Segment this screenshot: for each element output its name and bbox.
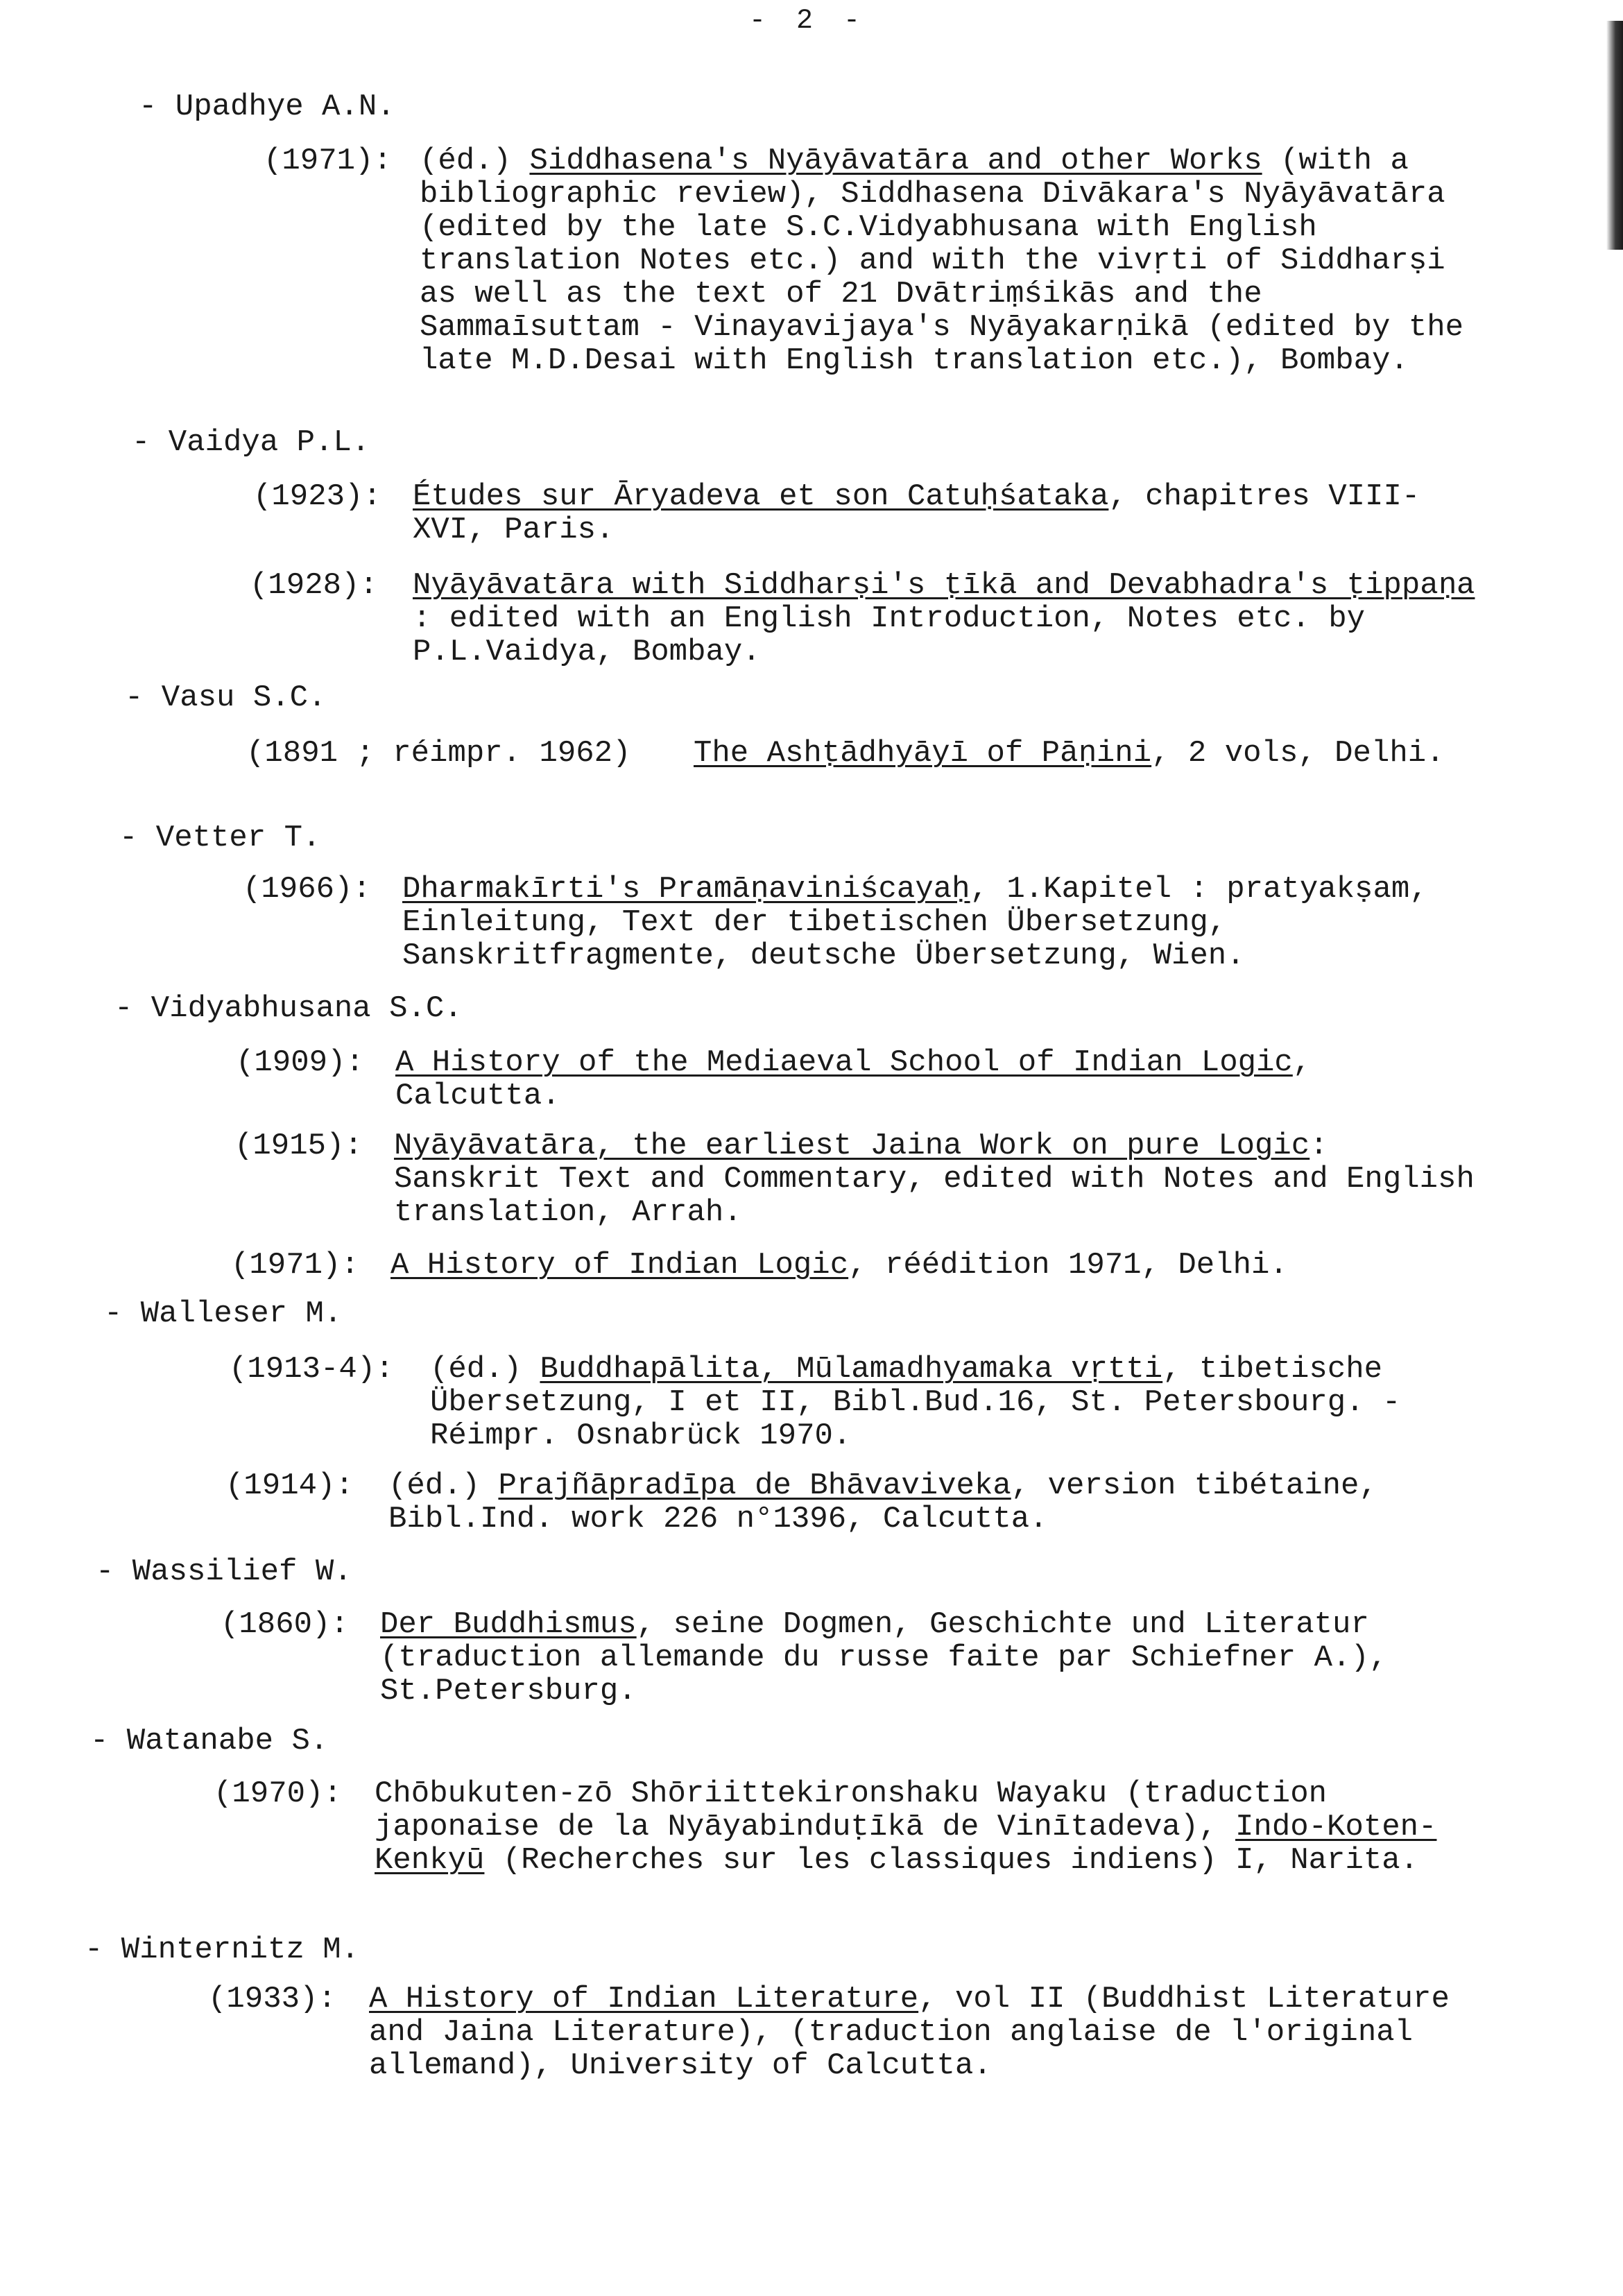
entry-rest: , 1.Kapitel : pratyakṣam, Einleitung, Text der tibetischen Übersetzung, Sanskritfragmente, deutsche Übersetzung, Wien.	[402, 872, 1428, 973]
author-winternitz: - Winternitz M.	[85, 1933, 360, 1967]
entry-text	[394, 1129, 1476, 1229]
author-vidyabhusana: - Vidyabhusana S.C.	[114, 991, 463, 1026]
entry-rest: , version tibétaine, Bibl.Ind. work 226 n°1396, Calcutta.	[388, 1468, 1377, 1536]
entry-rest: , tibetische Übersetzung, I et II, Bibl.Bud.16, St. Petersbourg. - Réimpr. Osnabrück 1970.	[430, 1352, 1401, 1453]
entry-title: Buddhapālita, Mūlamadhyamaka vṛtti	[540, 1352, 1163, 1387]
entry-rest: , 2 vols, Delhi.	[1151, 736, 1445, 771]
entry-text	[694, 737, 1477, 770]
entry-year: (1923):	[253, 479, 381, 514]
entry-pre: (éd.)	[430, 1352, 540, 1387]
author-vetter: - Vetter T.	[119, 821, 321, 855]
entry-title: Nyāyāvatāra, the earliest Jaina Work on pure Logic	[394, 1129, 1310, 1163]
entry-year: (1970):	[214, 1776, 342, 1811]
entry-text	[413, 569, 1481, 669]
author-walleser: - Walleser M.	[104, 1296, 343, 1331]
entry-pre: (éd.)	[388, 1468, 499, 1503]
entry-title: A History of the Mediaeval School of Indian Logic	[395, 1045, 1293, 1080]
entry-year: (1933):	[208, 1982, 336, 2016]
entry-year: (1891 ; réimpr. 1962)	[246, 736, 631, 771]
entry-text	[390, 1249, 1459, 1282]
entry-title: Dharmakīrti's Pramāṇaviniścayaḥ	[402, 872, 970, 907]
entry-year: (1966):	[243, 872, 371, 907]
page-number: - 2 -	[749, 6, 868, 37]
entry-text	[395, 1046, 1463, 1113]
entry-year: (1971):	[264, 144, 392, 178]
entry-year: (1914):	[225, 1468, 354, 1503]
author-wassilief: - Wassilief W.	[96, 1554, 352, 1589]
entry-title: Études sur Āryadeva et son Catuḥśataka	[413, 479, 1109, 514]
author-vasu: - Vasu S.C.	[125, 680, 327, 715]
entry-pre: Chōbukuten-zō Shōriittekironshaku Wayaku (traduction japonaise de la Nyāyabinduṭīkā de Vinītadeva),	[375, 1776, 1328, 1844]
entry-text	[430, 1353, 1470, 1453]
entry-title: Der Buddhismus	[380, 1607, 637, 1642]
entry-year: (1913-4):	[229, 1352, 394, 1387]
entry-text	[402, 873, 1484, 973]
entry-title: Prajñāpradīpa de Bhāvaviveka	[498, 1468, 1011, 1503]
entry-rest: , seine Dogmen, Geschichte und Literatur (traduction allemande du russe faite par Schiefner A.), St.Petersburg.	[380, 1607, 1388, 1708]
entry-year: (1928):	[250, 568, 378, 603]
entry-pre: (éd.)	[420, 144, 530, 178]
entry-rest: (with a bibliographic review), Siddhasena Divākara's Nyāyāvatāra (edited by the late S.C.Vidyabhusana with English translation Notes etc.) and with the vivṛti of Siddharṣi as well as the text of 21 Dvātriṃśikās and the Sammaīsuttam - Vinayavijaya's Nyāyakarṇikā (edited by the late M.D.Desai with English translation etc.), Bombay.	[420, 144, 1464, 378]
entry-title: A History of Indian Literature	[369, 1982, 919, 2016]
author-upadhye: - Upadhye A.N.	[139, 89, 395, 124]
entry-year: (1971):	[231, 1248, 359, 1283]
entry-rest: (Recherches sur les classiques indiens) I, Narita.	[484, 1843, 1419, 1878]
entry-text	[369, 1982, 1451, 2082]
entry-title: The Ashṭādhyāyī of Pāṇini	[694, 736, 1152, 771]
entry-text	[375, 1777, 1457, 1877]
entry-title: Siddhasena's Nyāyāvatāra and other Works	[529, 144, 1262, 178]
entry-year: (1915):	[234, 1129, 363, 1163]
entry-title: Nyāyāvatāra with Siddharṣi's ṭīkā and Devabhadra's ṭippaṇa	[413, 568, 1475, 603]
entry-text	[388, 1469, 1470, 1536]
entry-year: (1860):	[221, 1607, 349, 1642]
entry-rest: , vol II (Buddhist Literature and Jaina Literature), (traduction anglaise de l'original allemand), University of Calcutta.	[369, 1982, 1450, 2083]
scan-edge-shadow	[1606, 21, 1623, 250]
entry-title: Indo-Koten-Kenkyū	[375, 1810, 1437, 1878]
entry-rest: : edited with an English Introduction, Notes etc. by P.L.Vaidya, Bombay.	[413, 601, 1366, 669]
entry-text	[380, 1608, 1462, 1708]
entry-rest: , réédition 1971, Delhi.	[848, 1248, 1288, 1283]
entry-text	[420, 144, 1488, 377]
entry-rest: , chapitres VIII-XVI, Paris.	[413, 479, 1420, 547]
entry-rest: , Calcutta.	[395, 1045, 1312, 1113]
author-watanabe: - Watanabe S.	[90, 1724, 329, 1758]
entry-title: A History of Indian Logic	[390, 1248, 849, 1283]
entry-text	[413, 480, 1481, 547]
entry-rest: : Sanskrit Text and Commentary, edited with Notes and English translation, Arrah.	[394, 1129, 1475, 1230]
author-vaidya: - Vaidya P.L.	[132, 425, 370, 460]
entry-year: (1909):	[236, 1045, 364, 1080]
